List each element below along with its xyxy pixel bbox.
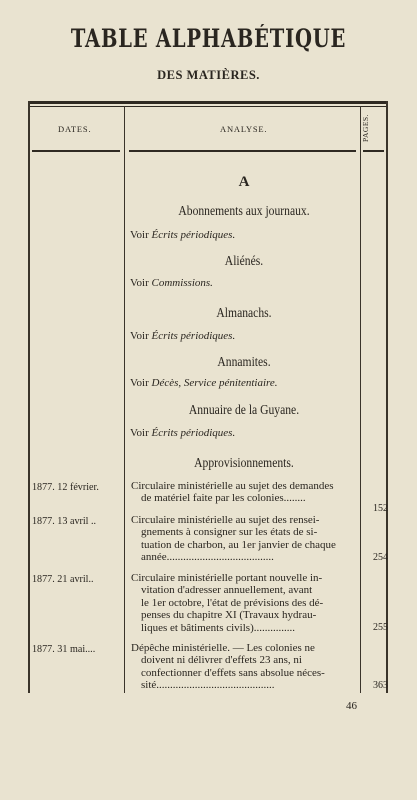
- column-header-dates: DATES.: [58, 124, 92, 134]
- cross-reference: Voir Écrits périodiques.: [130, 427, 236, 439]
- page-number: 255: [373, 622, 388, 633]
- folio-number: 46: [346, 700, 357, 712]
- entry-date: 1877. 12 février.: [32, 481, 99, 493]
- subject-heading: Almanachs.: [216, 305, 272, 320]
- subject-heading: Annamites.: [217, 354, 271, 369]
- cross-reference: Voir Écrits périodiques.: [130, 229, 236, 241]
- header-rule-analyse: [129, 150, 356, 152]
- page-title: TABLE ALPHABÉTIQUE: [70, 24, 347, 53]
- header-rule-pages: [363, 150, 384, 152]
- column-divider-dates: [124, 106, 125, 693]
- entry-date: 1877. 13 avril ..: [32, 515, 97, 527]
- column-header-analyse: ANALYSE.: [220, 124, 268, 134]
- subject-heading: Approvisionnements.: [194, 455, 294, 470]
- entry-text: Circulaire ministérielle portant nouvelle in- vitation d'adresser annuellement, avant le 1er octobre, l'état de prévisions des dé- penses du chapitre XI (Travaux hydrau- liques et bâtiments civils)...............: [131, 572, 324, 634]
- cross-reference: Voir Décès, Service pénitentiaire.: [130, 377, 278, 389]
- entry-date: 1877. 21 avril..: [32, 573, 94, 585]
- page-number: 152: [373, 503, 388, 514]
- table-right-border: [386, 101, 388, 693]
- cross-reference: Voir Commissions.: [130, 277, 213, 289]
- page-number: 254: [373, 552, 388, 563]
- page-subtitle: DES MATIÈRES.: [157, 68, 260, 82]
- entry-text: Dépêche ministérielle. — Les colonies ne doivent ni délivrer d'effets 23 ans, ni confectionner d'effets sans absolue néces- sité...........................................: [131, 642, 325, 692]
- page-number: 363: [373, 680, 388, 691]
- subject-heading: Aliénés.: [224, 253, 264, 268]
- table-left-border: [28, 101, 30, 693]
- column-divider-pages: [360, 106, 361, 693]
- table-top-rule: [28, 101, 388, 104]
- section-letter: A: [238, 174, 250, 190]
- table-top-rule-thin: [28, 106, 388, 107]
- entry-text: Circulaire ministérielle au sujet des demandes de matériel faite par les colonies........: [131, 480, 334, 505]
- header-rule-dates: [32, 150, 120, 152]
- column-header-pages: PAGES.: [361, 114, 370, 142]
- entry-date: 1877. 31 mai....: [32, 643, 96, 655]
- entry-text: Circulaire ministérielle au sujet des rensei- gnements à consigner sur les états de si- tuation de charbon, au 1er janvier de chaque année.......................................: [131, 514, 336, 564]
- subject-heading: Annuaire de la Guyane.: [188, 402, 300, 417]
- cross-reference: Voir Écrits périodiques.: [130, 330, 236, 342]
- subject-heading: Abonnements aux journaux.: [178, 203, 310, 218]
